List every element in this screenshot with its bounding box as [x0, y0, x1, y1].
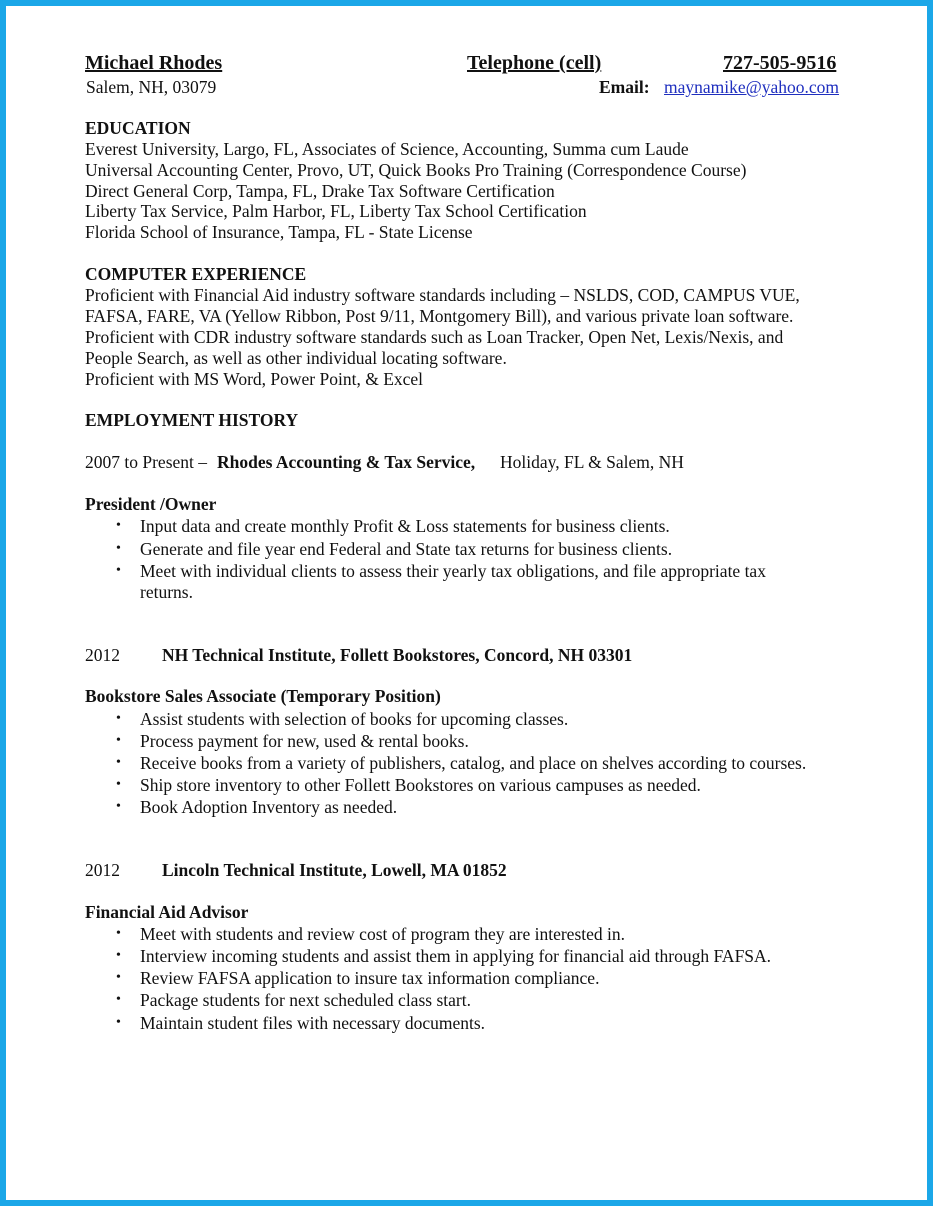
education-line: Liberty Tax Service, Palm Harbor, FL, Liberty Tax School Certification [85, 201, 587, 221]
job-title: President /Owner [85, 494, 217, 514]
computer-line: Proficient with Financial Aid industry software standards including – NSLDS, COD, CAMPUS VUE, [85, 285, 800, 305]
education-heading: EDUCATION [85, 118, 191, 138]
job-bullet: Maintain student files with necessary documents. [140, 1013, 486, 1033]
job-bullet: Assist students with selection of books for upcoming classes. [140, 709, 569, 729]
job-title: Financial Aid Advisor [85, 902, 249, 922]
job-bullet: Process payment for new, used & rental books. [140, 731, 469, 751]
job-bullet: Receive books from a variety of publishers, catalog, and place on shelves according to courses. [140, 753, 807, 773]
phone-number: 727-505-9516 [723, 52, 837, 74]
bullet-icon: • [116, 518, 121, 533]
job-location: Holiday, FL & Salem, NH [500, 452, 684, 472]
job-bullet: Interview incoming students and assist them in applying for financial aid through FAFSA. [140, 946, 772, 966]
job-title: Bookstore Sales Associate (Temporary Position) [85, 686, 441, 706]
bullet-icon: • [116, 948, 121, 963]
bullet-icon: • [116, 1015, 121, 1030]
applicant-name: Michael Rhodes [85, 52, 223, 74]
bullet-icon: • [116, 777, 121, 792]
bullet-icon: • [116, 711, 121, 726]
job-bullet: Ship store inventory to other Follett Bookstores on various campuses as needed. [140, 775, 701, 795]
computer-line: FAFSA, FARE, VA (Yellow Ribbon, Post 9/11, Montgomery Bill), and various private loan software. [85, 306, 794, 326]
bullet-icon: • [116, 755, 121, 770]
bullet-icon: • [116, 926, 121, 941]
bullet-icon: • [116, 799, 121, 814]
job-company: NH Technical Institute, Follett Bookstores, Concord, NH 03301 [162, 645, 633, 665]
bullet-icon: • [116, 541, 121, 556]
employment-heading: EMPLOYMENT HISTORY [85, 410, 299, 430]
computer-heading: COMPUTER EXPERIENCE [85, 264, 307, 284]
computer-line: Proficient with MS Word, Power Point, & Excel [85, 369, 424, 389]
education-line: Direct General Corp, Tampa, FL, Drake Tax Software Certification [85, 181, 555, 201]
job-bullet: Review FAFSA application to insure tax information compliance. [140, 968, 600, 988]
job-company: Lincoln Technical Institute, Lowell, MA 01852 [162, 860, 507, 880]
email-label: Email: [599, 77, 650, 97]
bullet-icon: • [116, 970, 121, 985]
job-bullet: Meet with individual clients to assess their yearly tax obligations, and file appropriate tax [140, 561, 766, 581]
education-line: Universal Accounting Center, Provo, UT, Quick Books Pro Training (Correspondence Course) [85, 160, 747, 180]
computer-line: People Search, as well as other individual locating software. [85, 348, 507, 368]
job-bullet: Input data and create monthly Profit & Loss statements for business clients. [140, 516, 670, 536]
job-bullet: Package students for next scheduled class start. [140, 990, 471, 1010]
job-company: Rhodes Accounting & Tax Service, [217, 452, 476, 472]
phone-label: Telephone (cell) [467, 52, 602, 74]
education-line: Everest University, Largo, FL, Associates of Science, Accounting, Summa cum Laude [85, 139, 689, 159]
job-bullet: Generate and file year end Federal and State tax returns for business clients. [140, 539, 673, 559]
bullet-icon: • [116, 563, 121, 578]
bullet-icon: • [116, 992, 121, 1007]
job-dates: 2012 [85, 645, 120, 665]
computer-line: Proficient with CDR industry software standards such as Loan Tracker, Open Net, Lexis/Nexis, and [85, 327, 784, 347]
bullet-icon: • [116, 733, 121, 748]
email-link[interactable]: maynamike@yahoo.com [664, 77, 840, 97]
location: Salem, NH, 03079 [86, 77, 217, 97]
job-bullet-continued: returns. [140, 582, 193, 602]
job-bullet: Book Adoption Inventory as needed. [140, 797, 398, 817]
education-line: Florida School of Insurance, Tampa, FL - State License [85, 222, 473, 242]
job-bullet: Meet with students and review cost of program they are interested in. [140, 924, 625, 944]
job-dates: 2007 to Present – [85, 452, 208, 472]
job-dates: 2012 [85, 860, 120, 880]
